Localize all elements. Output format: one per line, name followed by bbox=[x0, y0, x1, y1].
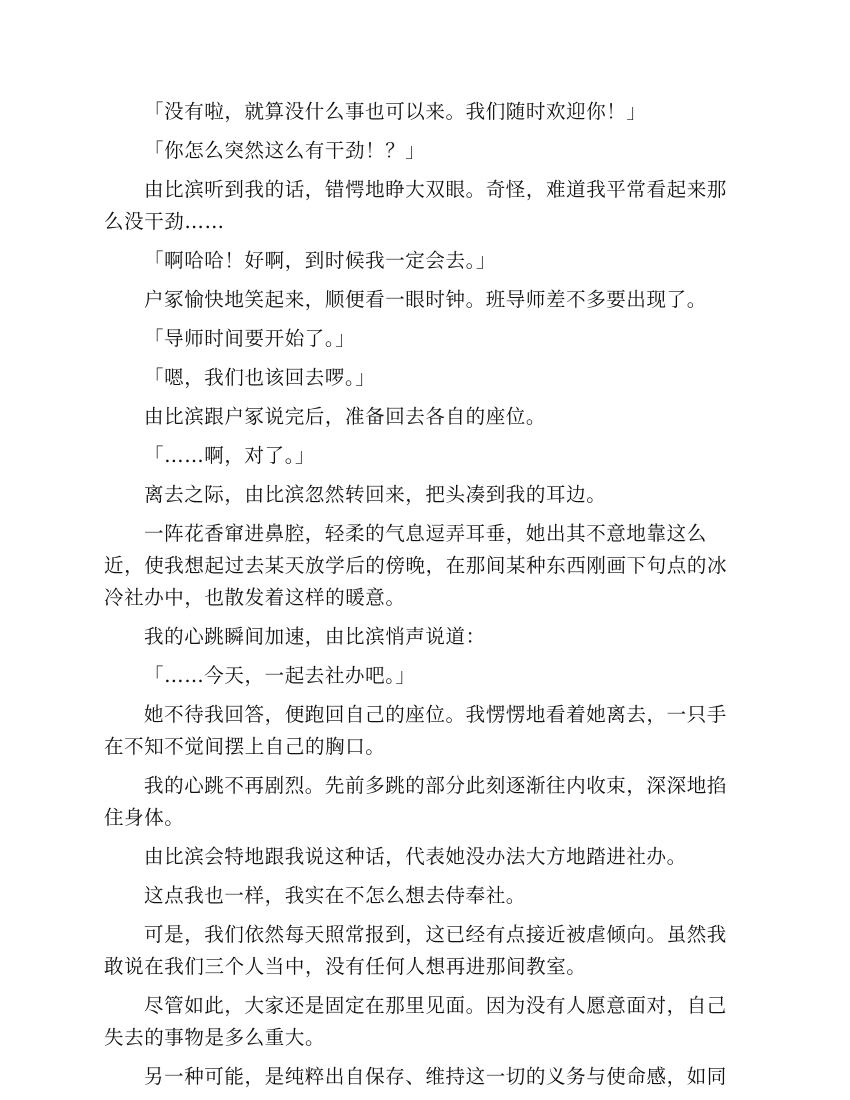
paragraph: 尽管如此，大家还是固定在那里见面。因为没有人愿意面对，自己失去的事物是多么重大。 bbox=[104, 994, 727, 1049]
paragraph: 可是，我们依然每天照常报到，这已经有点接近被虐倾向。虽然我敢说在我们三个人当中，没有任何人想再进那间教室。 bbox=[104, 923, 727, 978]
paragraph: 「……啊，对了。」 bbox=[144, 444, 316, 467]
paragraph: 她不待我回答，便跑回自己的座位。我愣愣地看着她离去，一只手在不知不觉间摆上自己的胸口。 bbox=[104, 703, 727, 758]
paragraph: 这点我也一样，我实在不怎么想去侍奉社。 bbox=[144, 884, 526, 907]
paragraph: 「导师时间要开始了。」 bbox=[144, 327, 356, 350]
paragraph: 由比滨听到我的话，错愕地睁大双眼。奇怪，难道我平常看起来那么没干劲…… bbox=[104, 178, 727, 233]
paragraph: 「没有啦，就算没什么事也可以来。我们随时欢迎你！」 bbox=[144, 100, 647, 123]
text-body bbox=[104, 96, 728, 1100]
paragraph: 「你怎么突然这么有干劲！？」 bbox=[144, 139, 426, 162]
paragraph: 由比滨会特地跟我说这种话，代表她没办法大方地踏进社办。 bbox=[144, 845, 687, 868]
paragraph: 我的心跳瞬间加速，由比滨悄声说道： bbox=[144, 625, 486, 648]
paragraph: 我的心跳不再剧烈。先前多跳的部分此刻逐渐往内收束，深深地掐住身体。 bbox=[104, 774, 727, 829]
paragraph: 「嗯，我们也该回去啰。」 bbox=[144, 366, 376, 389]
paragraph: 户冢愉快地笑起来，顺便看一眼时钟。班导师差不多要出现了。 bbox=[144, 288, 707, 311]
paragraph: 另一种可能，是纯粹出自保存、维持这一切的义务与使命感，如同 bbox=[144, 1065, 727, 1088]
paragraph: 一阵花香窜进鼻腔，轻柔的气息逗弄耳垂，她出其不意地靠这么近，使我想起过去某天放学后的傍晚，在那间某种东西刚画下句点的冰冷社办中，也散发着这样的暖意。 bbox=[104, 522, 728, 609]
paragraph: 离去之际，由比滨忽然转回来，把头凑到我的耳边。 bbox=[144, 483, 607, 506]
paragraph: 「啊哈哈！好啊，到时候我一定会去。」 bbox=[144, 249, 497, 272]
paragraph: 由比滨跟户冢说完后，准备回去各自的座位。 bbox=[144, 405, 547, 428]
paragraph: 「……今天，一起去社办吧。」 bbox=[144, 664, 416, 687]
